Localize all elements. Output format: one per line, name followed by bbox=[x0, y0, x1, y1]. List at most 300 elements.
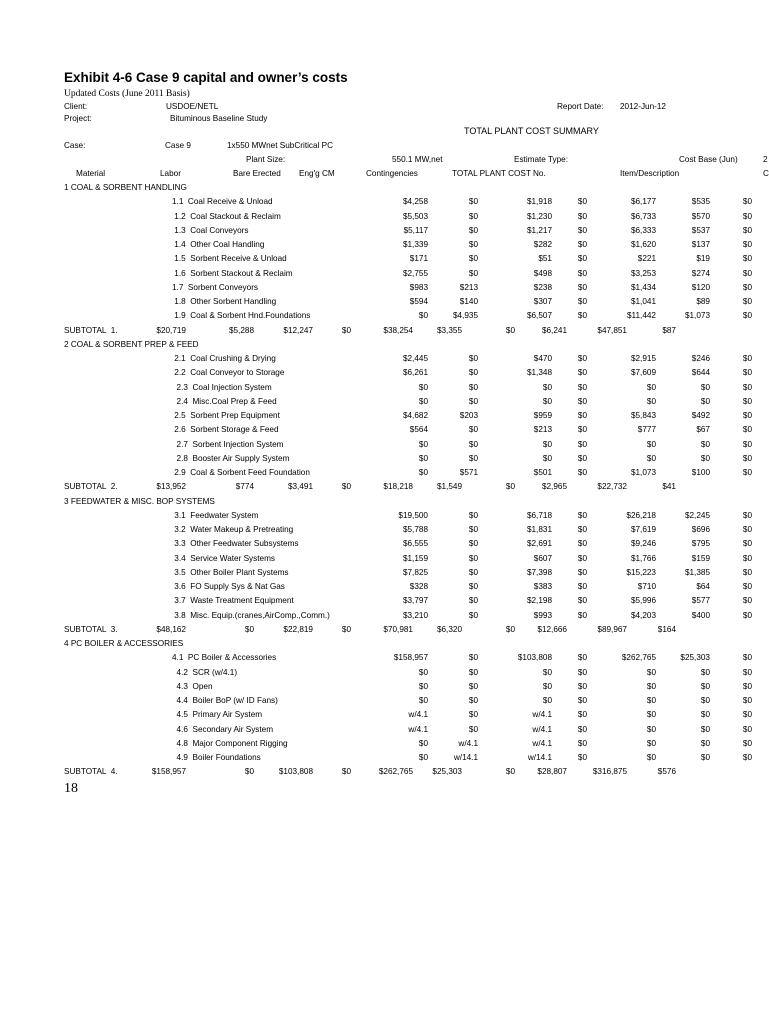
cell-value: $0 bbox=[418, 468, 428, 477]
cell-value: $0 bbox=[742, 297, 752, 306]
cell-value: $0 bbox=[742, 568, 752, 577]
table-row bbox=[0, 509, 768, 523]
cell-value: $4,258 bbox=[402, 197, 428, 206]
cell-value: $282 bbox=[533, 240, 552, 249]
cell-value: $0 bbox=[418, 696, 428, 705]
cell-value: $0 bbox=[468, 525, 478, 534]
subtotal-value: $28,807 bbox=[537, 767, 567, 776]
cell-value: $0 bbox=[577, 311, 587, 320]
cell-value: $0 bbox=[468, 397, 478, 406]
item-description: 3.2 Water Makeup & Pretreating bbox=[172, 525, 294, 534]
cell-value: $0 bbox=[646, 725, 656, 734]
cell-value: $19 bbox=[696, 254, 710, 263]
item-description: 1.8 Other Sorbent Handling bbox=[172, 297, 277, 306]
col-header-engg-cm: Eng'g CM bbox=[299, 169, 335, 178]
cell-value: $0 bbox=[742, 411, 752, 420]
plant-size-label: Plant Size: bbox=[246, 155, 286, 164]
cell-value: $2,445 bbox=[402, 354, 428, 363]
cell-value: $577 bbox=[691, 596, 710, 605]
table-row bbox=[0, 708, 768, 722]
item-description: 3.3 Other Feedwater Subsystems bbox=[172, 539, 299, 548]
table-row bbox=[0, 566, 768, 580]
cell-value: $0 bbox=[577, 710, 587, 719]
cell-value: $7,398 bbox=[526, 568, 552, 577]
subtotal-value: $22,819 bbox=[283, 625, 313, 634]
cell-value: w/4.1 bbox=[532, 710, 552, 719]
cell-value: $0 bbox=[468, 368, 478, 377]
cell-value: $262,765 bbox=[621, 653, 656, 662]
table-row bbox=[0, 666, 768, 680]
section-heading: 2 COAL & SORBENT PREP & FEED bbox=[64, 340, 199, 349]
cell-value: $3,253 bbox=[630, 269, 656, 278]
cost-base-label: Cost Base (Jun) bbox=[679, 155, 738, 164]
cell-value: $238 bbox=[533, 283, 552, 292]
cell-value: $0 bbox=[468, 668, 478, 677]
table-row bbox=[0, 366, 768, 380]
col-header-contingencies: Contingencies bbox=[366, 169, 418, 178]
cell-value: $11,442 bbox=[627, 311, 656, 320]
subtotal-value: $25,303 bbox=[432, 767, 462, 776]
cell-value: $0 bbox=[577, 454, 587, 463]
cut-off-text: C bbox=[763, 169, 769, 178]
cell-value: $0 bbox=[700, 383, 710, 392]
summary-title: TOTAL PLANT COST SUMMARY bbox=[464, 126, 599, 136]
cell-value: $0 bbox=[577, 283, 587, 292]
cell-value: $0 bbox=[468, 696, 478, 705]
cell-value: $0 bbox=[468, 440, 478, 449]
subtotal-value: $0 bbox=[341, 767, 351, 776]
cell-value: $5,996 bbox=[630, 596, 656, 605]
cell-value: $0 bbox=[577, 383, 587, 392]
cell-value: $0 bbox=[542, 668, 552, 677]
cell-value: $328 bbox=[409, 582, 428, 591]
cell-value: $0 bbox=[700, 668, 710, 677]
item-description: 1.6 Sorbent Stackout & Reclaim bbox=[172, 269, 293, 278]
cell-value: $7,619 bbox=[630, 525, 656, 534]
case-description: 1x550 MWnet SubCritical PC bbox=[227, 141, 334, 150]
cell-value: w/4.1 bbox=[532, 725, 552, 734]
subtotal-value: $89,967 bbox=[597, 625, 627, 634]
cell-value: $0 bbox=[542, 696, 552, 705]
cell-value: $221 bbox=[637, 254, 656, 263]
cell-value: $171 bbox=[409, 254, 428, 263]
cell-value: $470 bbox=[533, 354, 552, 363]
cell-value: $158,957 bbox=[393, 653, 428, 662]
table-row bbox=[0, 252, 768, 266]
table-row bbox=[0, 537, 768, 551]
subtotal-value: $0 bbox=[505, 326, 515, 335]
cell-value: $1,348 bbox=[526, 368, 552, 377]
cell-value: $0 bbox=[742, 582, 752, 591]
cell-value: $0 bbox=[700, 440, 710, 449]
subtotal-value: $13,952 bbox=[156, 482, 186, 491]
cell-value: $4,203 bbox=[630, 611, 656, 620]
cell-value: $644 bbox=[691, 368, 710, 377]
subtotal-value: $316,875 bbox=[592, 767, 627, 776]
col-header-material: Material bbox=[76, 169, 106, 178]
cell-value: $0 bbox=[468, 710, 478, 719]
cell-value: $0 bbox=[418, 454, 428, 463]
cell-value: $2,691 bbox=[526, 539, 552, 548]
cell-value: $564 bbox=[409, 425, 428, 434]
subtotal-value: $6,241 bbox=[541, 326, 567, 335]
item-description: 1.1 Coal Receive & Unload bbox=[172, 197, 273, 206]
col-header-labor: Labor bbox=[160, 169, 181, 178]
table-row bbox=[0, 210, 768, 224]
item-description: 3.4 Service Water Systems bbox=[172, 554, 275, 563]
subtotal-value: $2,965 bbox=[541, 482, 567, 491]
cell-value: $607 bbox=[533, 554, 552, 563]
subtotal-label: SUBTOTAL 1. bbox=[64, 326, 118, 335]
cell-value: $0 bbox=[742, 725, 752, 734]
page-title: Exhibit 4-6 Case 9 capital and owner’s costs bbox=[64, 70, 348, 85]
cell-value: $6,507 bbox=[526, 311, 552, 320]
cell-value: $0 bbox=[742, 226, 752, 235]
subtotal-value: $41 bbox=[662, 482, 676, 491]
table-row bbox=[0, 409, 768, 423]
cell-value: $9,246 bbox=[630, 539, 656, 548]
cell-value: $0 bbox=[468, 425, 478, 434]
cell-value: $0 bbox=[577, 425, 587, 434]
cell-value: $1,073 bbox=[630, 468, 656, 477]
cell-value: $0 bbox=[577, 611, 587, 620]
cell-value: $0 bbox=[742, 739, 752, 748]
table-row bbox=[0, 381, 768, 395]
cell-value: $25,303 bbox=[680, 653, 710, 662]
cell-value: $1,339 bbox=[402, 240, 428, 249]
cell-value: $0 bbox=[468, 454, 478, 463]
cell-value: $0 bbox=[742, 454, 752, 463]
cell-value: $0 bbox=[700, 696, 710, 705]
cell-value: $0 bbox=[577, 226, 587, 235]
cell-value: $19,500 bbox=[398, 511, 428, 520]
cell-value: $0 bbox=[577, 368, 587, 377]
subtotal-value: $70,981 bbox=[383, 625, 413, 634]
cell-value: $1,620 bbox=[630, 240, 656, 249]
table-row bbox=[0, 466, 768, 480]
subtotal-value: $0 bbox=[244, 625, 254, 634]
section-heading: 4 PC BOILER & ACCESSORIES bbox=[64, 639, 184, 648]
cell-value: $0 bbox=[577, 668, 587, 677]
cell-value: $0 bbox=[742, 383, 752, 392]
table-row bbox=[0, 737, 768, 751]
cell-value: $51 bbox=[538, 254, 552, 263]
subtotal-label: SUBTOTAL 4. bbox=[64, 767, 118, 776]
report-date-value: 2012-Jun-12 bbox=[620, 102, 666, 111]
cell-value: $0 bbox=[742, 283, 752, 292]
report-date-label: Report Date: bbox=[557, 102, 604, 111]
table-row bbox=[0, 452, 768, 466]
item-description: 1.2 Coal Stackout & Reclaim bbox=[172, 212, 281, 221]
cell-value: $0 bbox=[700, 397, 710, 406]
cell-value: $103,808 bbox=[517, 653, 552, 662]
cell-value: $1,831 bbox=[526, 525, 552, 534]
cell-value: $1,217 bbox=[526, 226, 552, 235]
cell-value: $203 bbox=[459, 411, 478, 420]
cell-value: $0 bbox=[468, 226, 478, 235]
table-row bbox=[0, 723, 768, 737]
cell-value: $0 bbox=[742, 368, 752, 377]
cell-value: $0 bbox=[577, 468, 587, 477]
project-label: Project: bbox=[64, 114, 92, 123]
section-heading: 1 COAL & SORBENT HANDLING bbox=[64, 183, 187, 192]
cell-value: $0 bbox=[646, 739, 656, 748]
cell-value: $0 bbox=[468, 354, 478, 363]
cell-value: $2,245 bbox=[684, 511, 710, 520]
col-header-total-plant-cost: TOTAL PLANT COST No. bbox=[452, 169, 546, 178]
cell-value: $2,198 bbox=[526, 596, 552, 605]
cell-value: $0 bbox=[742, 554, 752, 563]
cell-value: $2,915 bbox=[630, 354, 656, 363]
cell-value: w/4.1 bbox=[408, 725, 428, 734]
cell-value: $0 bbox=[577, 411, 587, 420]
col-header-bare-erected: Bare Erected bbox=[233, 169, 281, 178]
cell-value: $1,766 bbox=[630, 554, 656, 563]
cell-value: $0 bbox=[468, 611, 478, 620]
table-row bbox=[0, 281, 768, 295]
item-description: 2.9 Coal & Sorbent Feed Foundation bbox=[172, 468, 310, 477]
cell-value: $137 bbox=[691, 240, 710, 249]
cell-value: $501 bbox=[533, 468, 552, 477]
cell-value: $0 bbox=[468, 197, 478, 206]
cell-value: $0 bbox=[468, 554, 478, 563]
cell-value: $0 bbox=[418, 440, 428, 449]
cell-value: $0 bbox=[577, 568, 587, 577]
cell-value: $0 bbox=[542, 454, 552, 463]
cell-value: $6,333 bbox=[630, 226, 656, 235]
cell-value: $710 bbox=[637, 582, 656, 591]
cell-value: $0 bbox=[742, 197, 752, 206]
cell-value: $6,555 bbox=[402, 539, 428, 548]
subtotal-value: $18,218 bbox=[383, 482, 413, 491]
cell-value: $492 bbox=[691, 411, 710, 420]
case-label: Case: bbox=[64, 141, 86, 150]
cell-value: $0 bbox=[468, 240, 478, 249]
cell-value: $0 bbox=[742, 525, 752, 534]
cell-value: $3,210 bbox=[402, 611, 428, 620]
cell-value: $64 bbox=[696, 582, 710, 591]
cell-value: $26,218 bbox=[626, 511, 656, 520]
cell-value: $535 bbox=[691, 197, 710, 206]
client-value: USDOE/NETL bbox=[166, 102, 219, 111]
cell-value: $6,177 bbox=[630, 197, 656, 206]
cell-value: $0 bbox=[742, 425, 752, 434]
table-row bbox=[0, 651, 768, 665]
cell-value: $1,159 bbox=[402, 554, 428, 563]
cell-value: w/14.1 bbox=[453, 753, 478, 762]
subtotal-value: $87 bbox=[662, 326, 676, 335]
item-description: 1.3 Coal Conveyors bbox=[172, 226, 249, 235]
cell-value: $0 bbox=[742, 539, 752, 548]
table-row bbox=[0, 295, 768, 309]
subtotal-value: $5,288 bbox=[228, 326, 254, 335]
cell-value: $0 bbox=[742, 240, 752, 249]
item-description: 2.4 Misc.Coal Prep & Feed bbox=[172, 397, 277, 406]
table-row bbox=[0, 580, 768, 594]
cell-value: $0 bbox=[742, 311, 752, 320]
cell-value: $0 bbox=[542, 397, 552, 406]
cell-value: $0 bbox=[700, 682, 710, 691]
cell-value: $0 bbox=[418, 739, 428, 748]
cell-value: $993 bbox=[533, 611, 552, 620]
cell-value: $0 bbox=[577, 753, 587, 762]
cell-value: $0 bbox=[742, 710, 752, 719]
cell-value: $0 bbox=[418, 311, 428, 320]
subtotal-row bbox=[0, 623, 768, 637]
cell-value: $0 bbox=[577, 254, 587, 263]
cell-value: $6,733 bbox=[630, 212, 656, 221]
table-row bbox=[0, 680, 768, 694]
cell-value: $1,041 bbox=[630, 297, 656, 306]
item-description: 2.1 Coal Crushing & Drying bbox=[172, 354, 276, 363]
subtotal-value: $576 bbox=[657, 767, 676, 776]
item-description: 4.5 Primary Air System bbox=[172, 710, 263, 719]
subtotal-value: $0 bbox=[505, 482, 515, 491]
cell-value: $0 bbox=[742, 440, 752, 449]
subtotal-value: $47,851 bbox=[597, 326, 627, 335]
cell-value: w/14.1 bbox=[527, 753, 552, 762]
subtotal-value: $158,957 bbox=[151, 767, 186, 776]
cell-value: $696 bbox=[691, 525, 710, 534]
subtotal-row bbox=[0, 765, 768, 779]
cell-value: $0 bbox=[742, 511, 752, 520]
cell-value: $0 bbox=[577, 269, 587, 278]
cell-value: $0 bbox=[646, 682, 656, 691]
cell-value: $0 bbox=[542, 383, 552, 392]
case-value: Case 9 bbox=[165, 141, 191, 150]
cell-value: $0 bbox=[742, 397, 752, 406]
cell-value: $1,918 bbox=[526, 197, 552, 206]
cell-value: $1,230 bbox=[526, 212, 552, 221]
item-description: 2.2 Coal Conveyor to Storage bbox=[172, 368, 285, 377]
table-row bbox=[0, 438, 768, 452]
cell-value: $0 bbox=[646, 397, 656, 406]
plant-size-value: 550.1 MW,net bbox=[392, 155, 443, 164]
cell-value: $0 bbox=[742, 611, 752, 620]
cell-value: $67 bbox=[696, 425, 710, 434]
cell-value: $594 bbox=[409, 297, 428, 306]
cell-value: $1,434 bbox=[630, 283, 656, 292]
item-description: 4.8 Major Component Rigging bbox=[172, 739, 288, 748]
subtotal-value: $0 bbox=[341, 625, 351, 634]
table-row bbox=[0, 594, 768, 608]
item-description: 3.1 Feedwater System bbox=[172, 511, 259, 520]
table-row bbox=[0, 609, 768, 623]
table-row bbox=[0, 267, 768, 281]
cell-value: $0 bbox=[577, 511, 587, 520]
subtotal-value: $774 bbox=[235, 482, 254, 491]
cell-value: $0 bbox=[468, 682, 478, 691]
cell-value: $777 bbox=[637, 425, 656, 434]
estimate-type-label: Estimate Type: bbox=[514, 155, 569, 164]
cell-value: $0 bbox=[542, 682, 552, 691]
cell-value: $0 bbox=[646, 668, 656, 677]
subtotal-value: $0 bbox=[244, 767, 254, 776]
cell-value: $0 bbox=[646, 383, 656, 392]
cell-value: $0 bbox=[577, 554, 587, 563]
cell-value: $0 bbox=[700, 725, 710, 734]
cell-value: $0 bbox=[646, 710, 656, 719]
subtotal-value: $0 bbox=[505, 625, 515, 634]
cell-value: $0 bbox=[700, 454, 710, 463]
table-row bbox=[0, 552, 768, 566]
item-description: 4.3 Open bbox=[172, 682, 213, 691]
subtotal-value: $6,320 bbox=[436, 625, 462, 634]
item-description: 4.2 SCR (w/4.1) bbox=[172, 668, 238, 677]
cell-value: $0 bbox=[468, 383, 478, 392]
subtotal-value: $103,808 bbox=[278, 767, 313, 776]
cell-value: $0 bbox=[577, 525, 587, 534]
subtotal-value: $38,254 bbox=[383, 326, 413, 335]
cell-value: $6,261 bbox=[402, 368, 428, 377]
cell-value: w/4.1 bbox=[408, 710, 428, 719]
item-description: 3.8 Misc. Equip.(cranes,AirComp.,Comm.) bbox=[172, 611, 330, 620]
subtotal-value: $0 bbox=[341, 482, 351, 491]
item-description: 4.6 Secondary Air System bbox=[172, 725, 274, 734]
item-description: 4.4 Boiler BoP (w/ ID Fans) bbox=[172, 696, 278, 705]
cell-value: $0 bbox=[468, 568, 478, 577]
subtotal-value: $0 bbox=[505, 767, 515, 776]
item-description: 1.5 Sorbent Receive & Unload bbox=[172, 254, 287, 263]
cell-value: $0 bbox=[700, 753, 710, 762]
cell-value: $400 bbox=[691, 611, 710, 620]
cell-value: $0 bbox=[742, 596, 752, 605]
cell-value: $1,073 bbox=[684, 311, 710, 320]
cell-value: $0 bbox=[468, 539, 478, 548]
cell-value: $159 bbox=[691, 554, 710, 563]
cell-value: $4,682 bbox=[402, 411, 428, 420]
cell-value: $571 bbox=[459, 468, 478, 477]
cell-value: $0 bbox=[577, 596, 587, 605]
subtotal-value: $3,355 bbox=[436, 326, 462, 335]
cell-value: $2,755 bbox=[402, 269, 428, 278]
cell-value: $0 bbox=[468, 212, 478, 221]
subtotal-value: $48,162 bbox=[156, 625, 186, 634]
cell-value: $0 bbox=[742, 354, 752, 363]
cell-value: $0 bbox=[418, 668, 428, 677]
cell-value: $1,385 bbox=[684, 568, 710, 577]
cell-value: $0 bbox=[468, 653, 478, 662]
cell-value: $15,223 bbox=[626, 568, 656, 577]
cell-value: w/4.1 bbox=[458, 739, 478, 748]
cell-value: $100 bbox=[691, 468, 710, 477]
cell-value: $0 bbox=[646, 454, 656, 463]
subtotal-value: $0 bbox=[341, 326, 351, 335]
subtotal-value: $12,247 bbox=[283, 326, 313, 335]
table-row bbox=[0, 309, 768, 323]
item-description: 1.9 Coal & Sorbent Hnd.Foundations bbox=[172, 311, 311, 320]
cell-value: $213 bbox=[533, 425, 552, 434]
cell-value: $537 bbox=[691, 226, 710, 235]
table-row bbox=[0, 352, 768, 366]
cell-value: $0 bbox=[577, 539, 587, 548]
cell-value: $0 bbox=[577, 240, 587, 249]
cell-value: $498 bbox=[533, 269, 552, 278]
cell-value: $0 bbox=[418, 397, 428, 406]
cell-value: $0 bbox=[577, 354, 587, 363]
cell-value: $246 bbox=[691, 354, 710, 363]
cut-off-text: 2 bbox=[763, 155, 768, 164]
table-row bbox=[0, 423, 768, 437]
page-subtitle: Updated Costs (June 2011 Basis) bbox=[64, 89, 190, 99]
cell-value: $0 bbox=[418, 753, 428, 762]
cell-value: $274 bbox=[691, 269, 710, 278]
item-description: 3.6 FO Supply Sys & Nat Gas bbox=[172, 582, 285, 591]
subtotal-value: $262,765 bbox=[378, 767, 413, 776]
item-description: 2.3 Coal Injection System bbox=[172, 383, 272, 392]
cell-value: $0 bbox=[742, 682, 752, 691]
subtotal-value: $3,491 bbox=[287, 482, 313, 491]
